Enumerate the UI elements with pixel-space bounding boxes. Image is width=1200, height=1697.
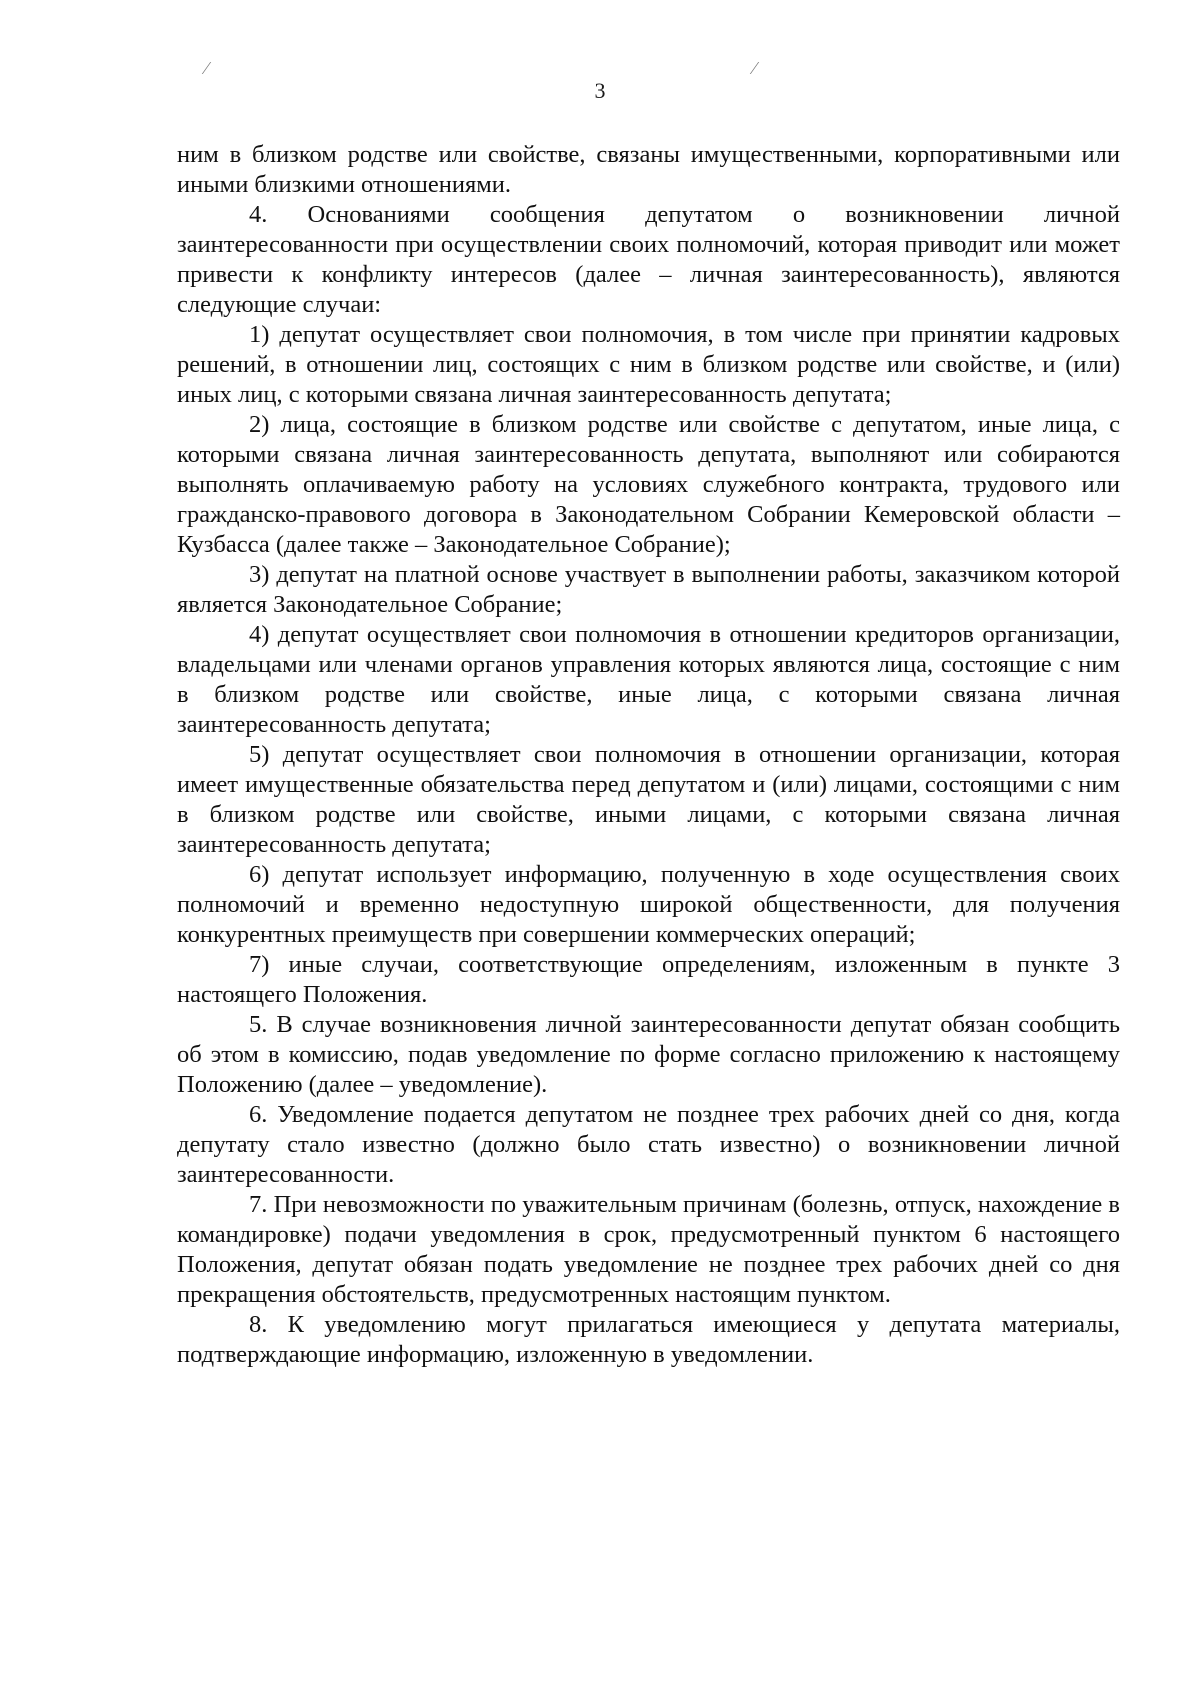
scan-mark-right: ⁄ xyxy=(753,58,757,78)
paragraph: 6. Уведомление подается депутатом не позднее трех рабочих дней со дня, когда депутату стало известно (должно было стать известно) о возникновении личной заинтересованности. xyxy=(177,1101,1120,1188)
page-number: 3 xyxy=(594,78,606,103)
scan-mark-left: ⁄ xyxy=(205,58,209,78)
paragraph: 1) депутат осуществляет свои полномочия, в том числе при принятии кадровых решений, в отношении лиц, состоящих с ним в близком родстве или свойстве, и (или) иных лиц, с которыми связана личная заинтересованность депутата; xyxy=(177,321,1120,408)
body-text xyxy=(177,140,1120,1370)
paragraph: 3) депутат на платной основе участвует в выполнении работы, заказчиком которой является Законодательное Собрание; xyxy=(177,561,1120,618)
paragraph: 5) депутат осуществляет свои полномочия в отношении организации, которая имеет имущественные обязательства перед депутатом и (или) лицами, состоящими с ним в близком родстве или свойстве, иными лицами, с которыми связана личная заинтересованность депутата; xyxy=(177,741,1120,858)
paragraph: 7. При невозможности по уважительным причинам (болезнь, отпуск, нахождение в командировке) подачи уведомления в срок, предусмотренный пунктом 6 настоящего Положения, депутат обязан подать уведомление не позднее трех рабочих дней со дня прекращения обстоятельств, предусмотренных настоящим пунктом. xyxy=(177,1191,1120,1308)
paragraph: 8. К уведомлению могут прилагаться имеющиеся у депутата материалы, подтверждающие информацию, изложенную в уведомлении. xyxy=(177,1311,1120,1368)
paragraph: 6) депутат использует информацию, полученную в ходе осуществления своих полномочий и временно недоступную широкой общественности, для получения конкурентных преимуществ при совершении коммерческих операций; xyxy=(177,861,1120,948)
paragraph: ним в близком родстве или свойстве, связаны имущественными, корпоративными или иными близкими отношениями. xyxy=(177,141,1120,198)
paragraph: 5. В случае возникновения личной заинтересованности депутат обязан сообщить об этом в комиссию, подав уведомление по форме согласно приложению к настоящему Положению (далее – уведомление). xyxy=(177,1011,1120,1098)
paragraph: 4) депутат осуществляет свои полномочия в отношении кредиторов организации, владельцами или членами органов управления которых являются лица, состоящие с ним в близком родстве или свойстве, иные лица, с которыми связана личная заинтересованность депутата; xyxy=(177,621,1120,738)
paragraph: 4. Основаниями сообщения депутатом о возникновении личной заинтересованности при осуществлении своих полномочий, которая приводит или может привести к конфликту интересов (далее – личная заинтересованность), являются следующие случаи: xyxy=(177,201,1120,318)
paragraph: 2) лица, состоящие в близком родстве или свойстве с депутатом, иные лица, с которыми связана личная заинтересованность депутата, выполняют или собираются выполнять оплачиваемую работу на условиях служебного контракта, трудового или гражданско-правового договора в Законодательном Собрании Кемеровской области – Кузбасса (далее также – Законодательное Собрание); xyxy=(177,411,1120,558)
paragraph: 7) иные случаи, соответствующие определениям, изложенным в пункте 3 настоящего Положения. xyxy=(177,951,1120,1008)
